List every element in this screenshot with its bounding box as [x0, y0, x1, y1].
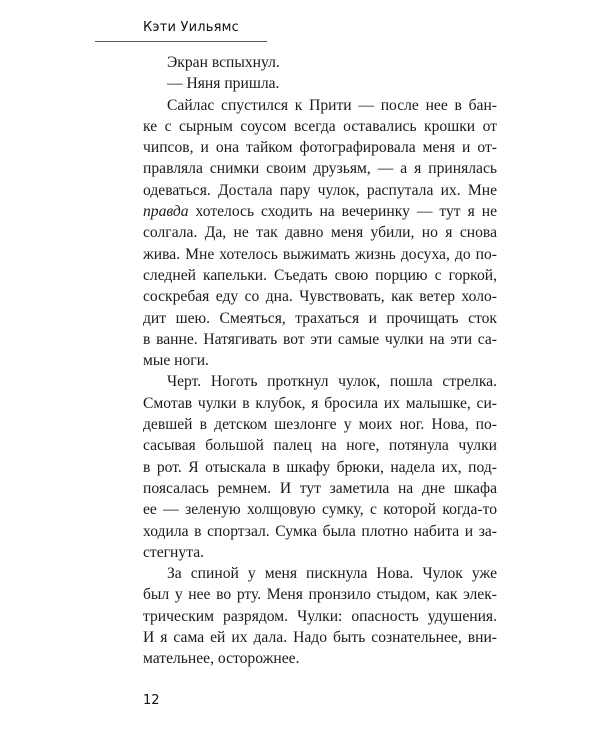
text-line: соскребая еду со дна. Чувствовать, как ветер холо-: [143, 288, 497, 306]
text-line: трическим разрядом. Чулки: опасность удушения.: [143, 607, 497, 625]
text-line: правляла снимки своим друзьям, — а я принялась: [143, 160, 497, 178]
text-line: Смотав чулки в клубок, я бросила их малышке, си-: [143, 394, 497, 412]
text-line: в рот. Я отыскала в шкафу брюки, надела их, под-: [143, 458, 497, 476]
text-line: был у нее во рту. Меня пронзило стыдом, как элек-: [143, 586, 497, 604]
text-line: мые ноги.: [143, 352, 209, 370]
text-line: ке с сырным соусом всегда оставались крошки от: [143, 117, 497, 135]
running-head-author: Кэти Уильямс: [143, 20, 240, 35]
text-line: Экран вспыхнул.: [167, 54, 280, 71]
paragraph: [143, 95, 497, 372]
text-line: — Няня пришла.: [167, 75, 280, 93]
header-rule: [95, 41, 267, 42]
text-line: жива. Мне хотелось выжимать жизнь досуха, до по-: [143, 245, 497, 263]
paragraph: [143, 73, 497, 94]
paragraph: [143, 563, 497, 669]
text-line: в ванне. Натягивать вот эти самые чулки на эти са-: [143, 330, 497, 348]
text-line: стегнута.: [143, 543, 205, 561]
text-fragment: хотелось сходить на вечеринку — тут я не: [195, 203, 497, 221]
page-number: 12: [143, 693, 160, 708]
text-line: сасывая большой палец на ноге, потянула чулки: [143, 437, 497, 455]
text-line: девшей в детском шезлонге у моих ног. Нова, по-: [143, 416, 497, 434]
text-line: следней капельки. Съедать свою порцию с горкой,: [143, 266, 497, 284]
text-line: ходила в спортзал. Сумка была плотно набита и за-: [143, 522, 497, 540]
text-line: дит шею. Смеяться, трахаться и прочищать сток: [143, 309, 497, 327]
paragraph: [143, 52, 497, 73]
body-text: [143, 52, 497, 670]
text-line: ее — зеленую холщовую сумку, с которой когда-то: [143, 501, 497, 519]
paragraph: [143, 371, 497, 563]
text-line: солгала. Да, не так давно меня убили, но я снова: [143, 224, 497, 242]
text-line: поясалась ремнем. И тут заметила на дне шкафа: [143, 479, 497, 497]
text-line: Сайлас спустился к Прити — после нее в бан-: [167, 96, 497, 114]
text-line: И я сама ей их дала. Надо быть сознательнее, вни-: [143, 629, 497, 647]
text-line: [143, 201, 497, 222]
text-line: За спиной у меня пискнула Нова. Чулок уже: [167, 565, 497, 583]
text-line: одеваться. Достала пару чулок, распутала их. Мне: [143, 181, 497, 199]
text-line: Черт. Ноготь проткнул чулок, пошла стрелка.: [167, 373, 497, 391]
text-line: мательнее, осторожнее.: [143, 650, 300, 668]
italic-word: правда: [143, 203, 189, 221]
text-line: чипсов, и она тайком фотографировала меня и от-: [143, 139, 497, 157]
